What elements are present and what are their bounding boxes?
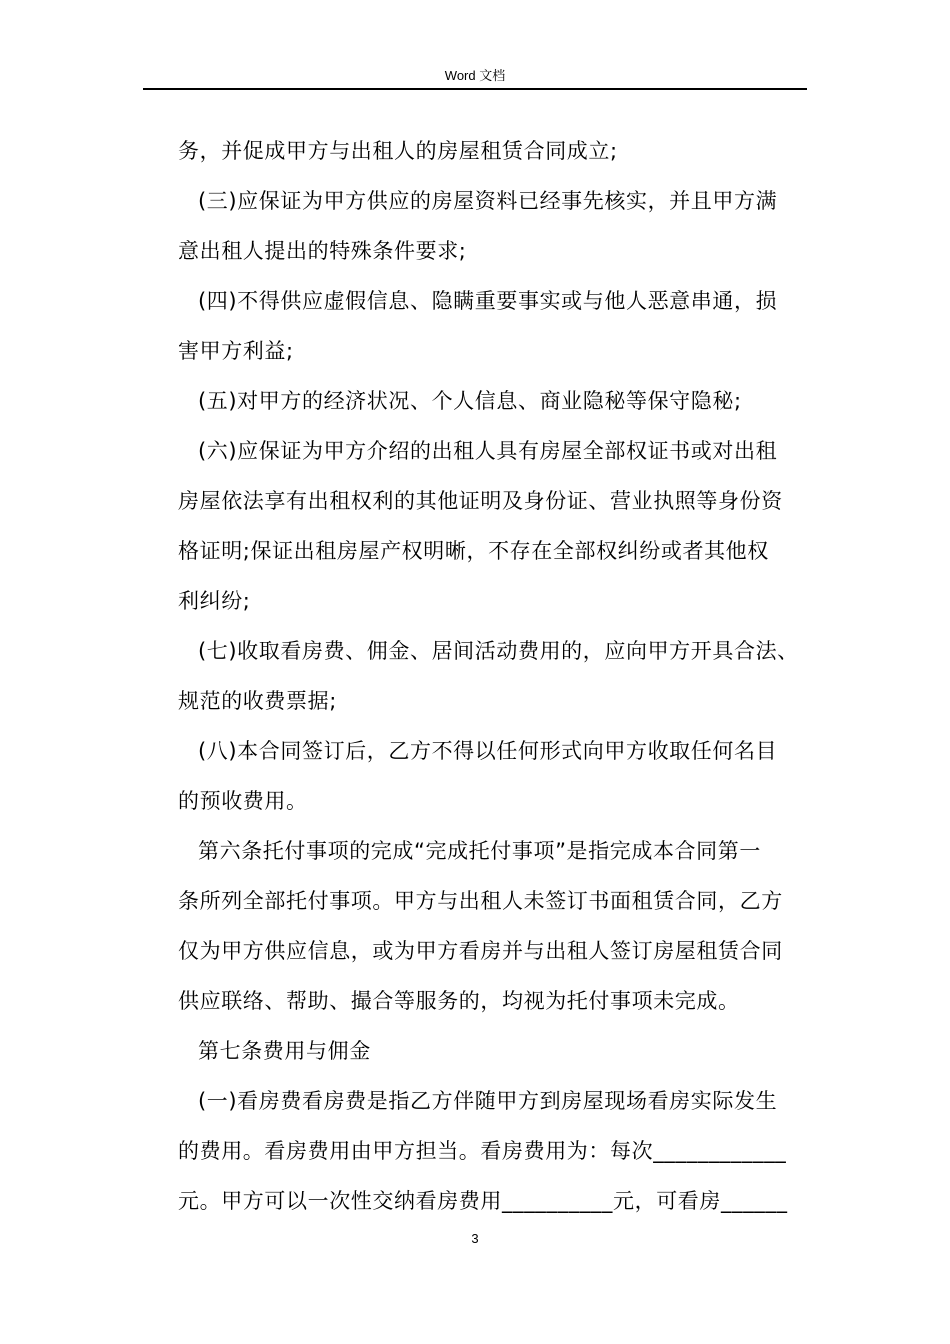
text-line-12: 规范的收费票据; [178,689,337,713]
text-line-21: 的费用。看房费用由甲方担当。看房费用为：每次____________ [178,1139,787,1163]
page-header: Word 文档 [444,68,506,83]
text-line-13: (八)本合同签订后，乙方不得以任何形式向甲方收取任何名目 [198,739,778,763]
text-line-4: (四)不得供应虚假信息、隐瞒重要事实或与他人恶意串通，损 [198,289,778,313]
text-line-5: 害甲方利益; [178,339,294,363]
text-line-2: (三)应保证为甲方供应的房屋资料已经事先核实，并且甲方满 [198,189,778,213]
text-line-19: 第七条费用与佣金 [198,1039,371,1063]
text-line-17: 仅为甲方供应信息，或为甲方看房并与出租人签订房屋租赁合同 [178,939,783,963]
text-line-8: 房屋依法享有出租权利的其他证明及身份证、营业执照等身份资 [178,489,783,513]
text-line-10: 利纠纷; [178,589,251,613]
text-line-14: 的预收费用。 [178,789,308,813]
text-line-18: 供应联络、帮助、撮合等服务的，均视为托付事项未完成。 [178,989,740,1013]
text-line-22: 元。甲方可以一次性交纳看房费用__________元，可看房______ [178,1189,788,1213]
document-body [178,126,804,1226]
text-line-20: (一)看房费看房费是指乙方伴随甲方到房屋现场看房实际发生 [198,1089,778,1113]
text-line-7: (六)应保证为甲方介绍的出租人具有房屋全部权证书或对出租 [198,439,778,463]
text-line-1: 务，并促成甲方与出租人的房屋租赁合同成立; [178,139,618,163]
text-line-15: 第六条托付事项的完成“完成托付事项”是指完成本合同第一 [198,839,761,863]
page-number: 3 [471,1231,479,1246]
text-line-9: 格证明;保证出租房屋产权明晰，不存在全部权纠纷或者其他权 [178,539,769,563]
text-line-16: 条所列全部托付事项。甲方与出租人未签订书面租赁合同，乙方 [178,889,783,913]
text-line-11: (七)收取看房费、佣金、居间活动费用的，应向甲方开具合法、 [198,639,799,663]
text-line-6: (五)对甲方的经济状况、个人信息、商业隐秘等保守隐秘; [198,389,742,413]
header-divider [143,88,807,90]
text-line-3: 意出租人提出的特殊条件要求; [178,239,467,263]
